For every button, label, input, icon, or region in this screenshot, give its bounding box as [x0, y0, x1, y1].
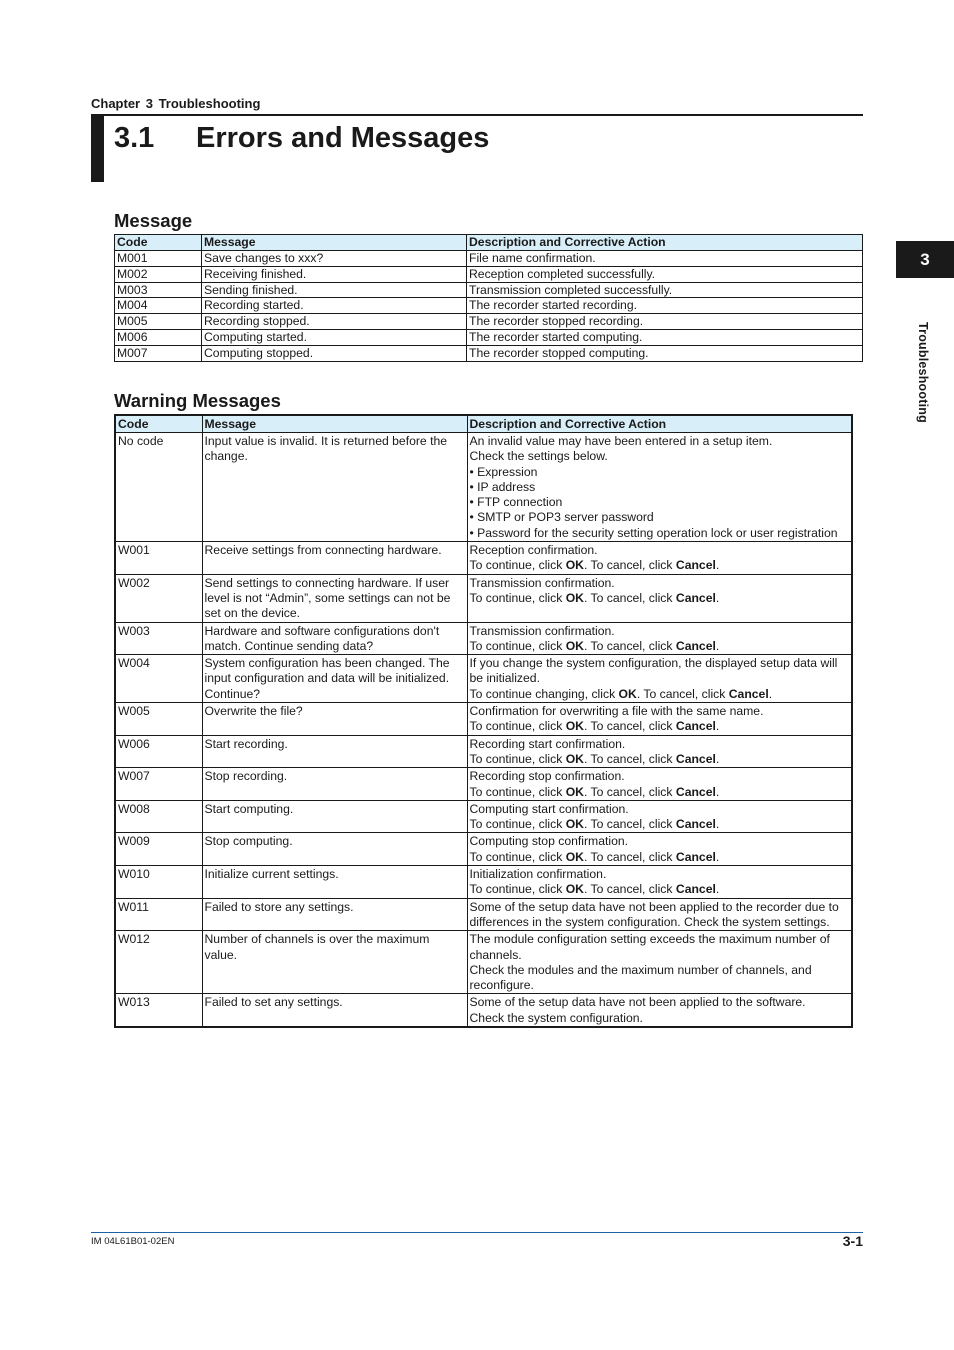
description-line: To continue, click OK. To cancel, click Cancel.: [469, 751, 720, 766]
description-cell: [467, 994, 852, 1027]
description-line: • IP address: [469, 479, 536, 494]
description-line: The recorder started recording.: [469, 298, 637, 313]
message-cell: Start recording.: [202, 735, 467, 768]
section-number: 3.1: [114, 122, 155, 154]
message-cell: Sending finished.: [202, 282, 467, 298]
document-id: IM 04L61B01-02EN: [91, 1236, 175, 1247]
description-line: Recording start confirmation.: [469, 736, 626, 751]
description-line: • Password for the security setting operation lock or user registration: [469, 525, 838, 540]
message-cell: Receiving finished.: [202, 266, 467, 282]
table-row: [115, 314, 863, 330]
description-cell: [467, 542, 852, 575]
description-cell: [467, 314, 863, 330]
column-header-description: Description and Corrective Action: [467, 415, 852, 433]
code-cell: W006: [115, 735, 202, 768]
message-cell: Start computing.: [202, 800, 467, 833]
description-cell: [467, 622, 852, 655]
description-line: File name confirmation.: [469, 251, 596, 265]
description-line: To continue, click OK. To cancel, click Cancel.: [469, 817, 720, 832]
column-header-message: Message: [202, 415, 467, 433]
description-cell: [467, 298, 863, 314]
message-cell: Computing started.: [202, 329, 467, 345]
description-cell: [467, 282, 863, 298]
code-cell: W007: [115, 768, 202, 801]
description-line: Transmission completed successfully.: [469, 282, 673, 297]
button-name: OK: [565, 751, 584, 766]
message-cell: Stop computing.: [202, 833, 467, 866]
description-cell: [467, 833, 852, 866]
table-row: [115, 898, 852, 931]
table-row: [115, 735, 852, 768]
code-cell: M003: [115, 282, 202, 298]
message-cell: Send settings to connecting hardware. If user level is not “Admin”, some settings can not be set on the device.: [202, 574, 467, 622]
chapter-rule: [91, 114, 863, 116]
code-cell: W004: [115, 655, 202, 703]
description-line: Computing start confirmation.: [469, 801, 629, 816]
button-name: Cancel: [675, 784, 716, 799]
code-cell: W011: [115, 898, 202, 931]
button-name: Cancel: [675, 751, 716, 766]
description-line: Some of the setup data have not been applied to the software.: [469, 995, 806, 1010]
button-name: Cancel: [675, 638, 716, 653]
column-header-code: Code: [115, 415, 202, 433]
description-cell: [467, 345, 863, 361]
message-cell: System configuration has been changed. The input configuration and data will be initialized. Continue?: [202, 655, 467, 703]
button-name: OK: [565, 882, 584, 897]
description-line: To continue, click OK. To cancel, click Cancel.: [469, 719, 720, 734]
button-name: Cancel: [675, 849, 716, 864]
code-cell: M005: [115, 314, 202, 330]
message-cell: Receive settings from connecting hardware.: [202, 542, 467, 575]
table-row: [115, 345, 863, 361]
button-name: OK: [565, 590, 584, 605]
message-table: [114, 234, 863, 362]
code-cell: W008: [115, 800, 202, 833]
chapter-tab-label: Troubleshooting: [916, 322, 930, 423]
code-cell: W003: [115, 622, 202, 655]
description-line: The recorder started computing.: [469, 329, 643, 344]
description-line: To continue, click OK. To cancel, click Cancel.: [469, 590, 720, 605]
description-line: The recorder stopped recording.: [469, 314, 644, 329]
description-line: Reception completed successfully.: [469, 266, 656, 281]
button-name: Cancel: [675, 590, 716, 605]
chapter-heading: Chapter 3 Troubleshooting: [91, 96, 261, 111]
table-row: [115, 833, 852, 866]
description-line: Reception confirmation.: [469, 543, 598, 558]
description-cell: [467, 433, 852, 542]
description-line: • Expression: [469, 464, 538, 479]
description-line: • SMTP or POP3 server password: [469, 510, 654, 525]
code-cell: W001: [115, 542, 202, 575]
table-row: [115, 994, 852, 1027]
description-cell: [467, 735, 852, 768]
table-row: [115, 622, 852, 655]
table-row: [115, 800, 852, 833]
table-row: [115, 703, 852, 736]
description-cell: [467, 768, 852, 801]
code-cell: M004: [115, 298, 202, 314]
table-row: [115, 866, 852, 899]
description-line: Some of the setup data have not been applied to the recorder due to differences in the system configuration. Check the system settings.: [469, 899, 839, 929]
table-row: [115, 251, 863, 267]
code-cell: No code: [115, 433, 202, 542]
warning-heading: Warning Messages: [114, 390, 281, 411]
message-cell: Failed to store any settings.: [202, 898, 467, 931]
description-line: • FTP connection: [469, 495, 563, 510]
warning-table-header: [115, 415, 852, 433]
table-row: [115, 298, 863, 314]
description-line: Recording stop confirmation.: [469, 769, 625, 784]
message-cell: Initialize current settings.: [202, 866, 467, 899]
message-table-header: [115, 235, 863, 251]
button-name: Cancel: [675, 719, 716, 734]
message-heading: Message: [114, 210, 193, 231]
message-cell: Stop recording.: [202, 768, 467, 801]
button-name: Cancel: [728, 686, 769, 701]
table-row: [115, 433, 852, 542]
page-number: 3-1: [842, 1233, 863, 1249]
description-line: To continue changing, click OK. To cancel, click Cancel.: [469, 686, 773, 701]
table-row: [115, 329, 863, 345]
table-row: [115, 266, 863, 282]
button-name: OK: [565, 638, 584, 653]
code-cell: M007: [115, 345, 202, 361]
button-name: Cancel: [675, 817, 716, 832]
warning-table: [114, 414, 853, 1028]
button-name: OK: [618, 686, 637, 701]
code-cell: W005: [115, 703, 202, 736]
message-cell: Overwrite the file?: [202, 703, 467, 736]
description-line: To continue, click OK. To cancel, click Cancel.: [469, 638, 720, 653]
description-cell: [467, 866, 852, 899]
description-cell: [467, 329, 863, 345]
code-cell: M002: [115, 266, 202, 282]
message-cell: Computing stopped.: [202, 345, 467, 361]
description-line: Check the modules and the maximum number of channels, and reconfigure.: [469, 962, 812, 993]
description-line: To continue, click OK. To cancel, click Cancel.: [469, 784, 720, 799]
message-cell: Failed to set any settings.: [202, 994, 467, 1027]
message-cell: Recording started.: [202, 298, 467, 314]
code-cell: W013: [115, 994, 202, 1027]
code-cell: M001: [115, 251, 202, 267]
footer-rule: [91, 1232, 863, 1233]
description-line: Transmission confirmation.: [469, 575, 615, 590]
description-cell: [467, 251, 863, 267]
button-name: Cancel: [675, 558, 716, 573]
description-cell: [467, 800, 852, 833]
description-line: If you change the system configuration, the displayed setup data will be initialized.: [469, 656, 838, 686]
message-cell: Input value is invalid. It is returned before the change.: [202, 433, 467, 542]
description-cell: [467, 931, 852, 994]
code-cell: W012: [115, 931, 202, 994]
table-row: [115, 655, 852, 703]
description-line: The module configuration setting exceeds the maximum number of channels.: [469, 932, 830, 962]
button-name: OK: [565, 719, 584, 734]
description-line: To continue, click OK. To cancel, click Cancel.: [469, 882, 720, 897]
description-cell: [467, 266, 863, 282]
message-cell: Hardware and software configurations don't match. Continue sending data?: [202, 622, 467, 655]
description-line: The recorder stopped computing.: [469, 345, 649, 360]
column-header-code: Code: [115, 235, 202, 251]
description-cell: [467, 703, 852, 736]
description-line: Check the system configuration.: [469, 1010, 643, 1025]
button-name: OK: [565, 817, 584, 832]
description-cell: [467, 898, 852, 931]
table-row: [115, 542, 852, 575]
button-name: OK: [565, 849, 584, 864]
section-title-bar: [91, 114, 104, 182]
button-name: OK: [565, 784, 584, 799]
description-line: Check the settings below.: [469, 449, 608, 464]
table-row: [115, 574, 852, 622]
message-cell: Save changes to xxx?: [202, 251, 467, 267]
description-line: Computing stop confirmation.: [469, 834, 629, 849]
description-line: Transmission confirmation.: [469, 623, 615, 638]
column-header-description: Description and Corrective Action: [467, 235, 863, 251]
description-cell: [467, 574, 852, 622]
column-header-message: Message: [202, 235, 467, 251]
code-cell: W009: [115, 833, 202, 866]
table-row: [115, 931, 852, 994]
code-cell: W010: [115, 866, 202, 899]
button-name: OK: [565, 558, 584, 573]
description-line: To continue, click OK. To cancel, click Cancel.: [469, 558, 720, 573]
description-cell: [467, 655, 852, 703]
message-cell: Number of channels is over the maximum value.: [202, 931, 467, 994]
section-title: Errors and Messages: [196, 122, 490, 154]
message-cell: Recording stopped.: [202, 314, 467, 330]
code-cell: W002: [115, 574, 202, 622]
chapter-tab: 3: [896, 241, 954, 278]
table-row: [115, 282, 863, 298]
description-line: Confirmation for overwriting a file with the same name.: [469, 704, 764, 719]
description-line: To continue, click OK. To cancel, click Cancel.: [469, 849, 720, 864]
table-row: [115, 768, 852, 801]
description-line: Initialization confirmation.: [469, 867, 607, 882]
description-line: An invalid value may have been entered in a setup item.: [469, 434, 773, 448]
button-name: Cancel: [675, 882, 716, 897]
code-cell: M006: [115, 329, 202, 345]
